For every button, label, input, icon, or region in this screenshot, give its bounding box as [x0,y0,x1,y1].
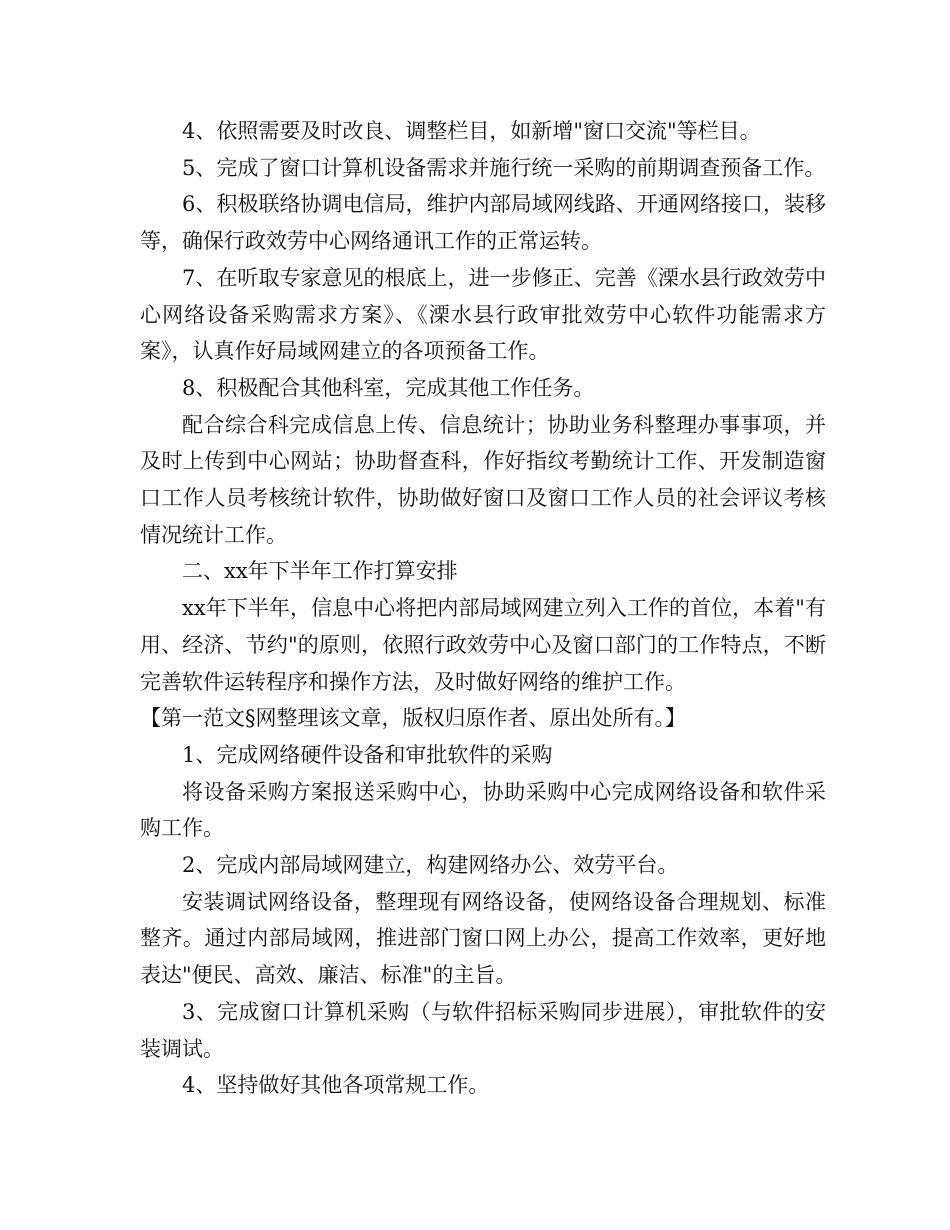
plan-item-1-heading: 1、完成网络硬件设备和审批软件的采购 [182,742,553,767]
paragraph-item-6: 6、积极联络协调电信局，维护内部局域网线路、开通网络接口，装移等，确保行政效劳中心网络通讯工作的正常运转。 [140,192,826,254]
paragraph-item-5: 5、完成了窗口计算机设备需求并施行统一采购的前期调查预备工作。 [182,155,826,180]
paragraph-cooperation: 配合综合科完成信息上传、信息统计；协助业务科整理办事事项，并及时上传到中心网站；协助督查科，作好指纹考勤统计工作、开发制造窗口工作人员考核统计软件，协助做好窗口及窗口工作人员的社会评议考核情况统计工作。 [140,412,826,547]
paragraph-item-8: 8、积极配合其他科室，完成其他工作任务。 [182,375,595,400]
plan-item-3: 3、完成窗口计算机采购（与软件招标采购同步进展），审批软件的安装调试。 [140,999,826,1061]
paragraph-plan-intro: xx年下半年，信息中心将把内部局域网建立列入工作的首位，本着"有用、经济、节约"的原则，依照行政效劳中心及窗口部门的工作特点，不断完善软件运转程序和操作方法，及时做好网络的维护工作。 [140,596,826,694]
plan-item-4: 4、坚持做好其他各项常规工作。 [182,1073,490,1098]
paragraph-item-4: 4、依照需要及时改良、调整栏目，如新增"窗口交流"等栏目。 [182,119,761,143]
section-heading-plan: 二、xx年下半年工作打算安排 [182,559,458,584]
document-body [140,113,826,1104]
plan-item-1-body: 将设备采购方案报送采购中心，协助采购中心完成网络设备和软件采购工作。 [140,779,826,841]
plan-item-2-body: 安装调试网络设备，整理现有网络设备，使网络设备合理规划、标准整齐。通过内部局域网，推进部门窗口网上办公，提高工作效率，更好地表达"便民、高效、廉洁、标准"的主旨。 [140,889,826,988]
copyright-notice: 【第一范文§网整理该文章，版权归原作者、原出处所有。】 [140,706,686,731]
paragraph-item-7: 7、在听取专家意见的根底上，进一步修正、完善《溧水县行政效劳中心网络设备采购需求方案》、《溧水县行政审批效劳中心软件功能需求方案》，认真作好局域网建立的各项预备工作。 [140,265,826,364]
plan-item-2-heading: 2、完成内部局域网建立，构建网络办公、效劳平台。 [182,853,679,878]
